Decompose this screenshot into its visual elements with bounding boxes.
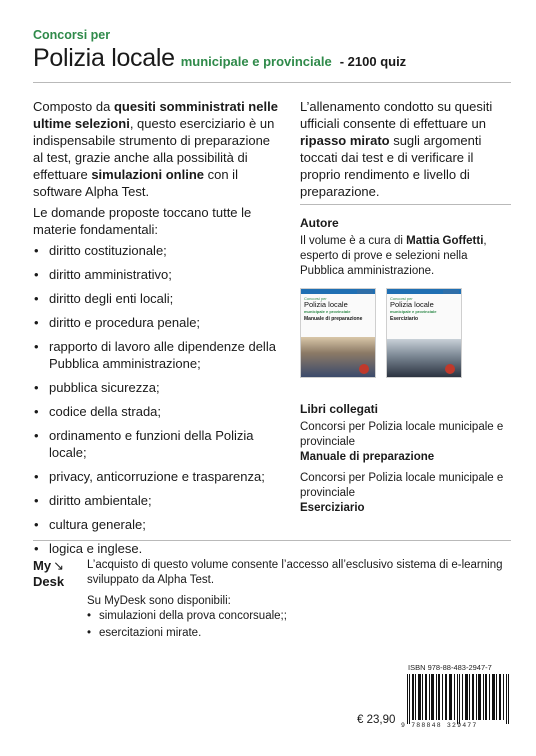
topic-label: diritto costituzionale; <box>49 243 167 258</box>
mydesk-item: simulazioni della prova concorsuale;; <box>99 610 287 622</box>
cover-eserciziario[interactable] <box>386 288 462 378</box>
related-label: Libri collegati <box>300 402 379 416</box>
cover-manuale[interactable] <box>300 288 376 378</box>
bullet-icon: • <box>87 627 92 639</box>
author-text-1: Il volume è a cura di <box>300 235 407 247</box>
bullet-icon: • <box>34 315 39 330</box>
bullet-icon: • <box>87 610 92 622</box>
topic-label: pubblica sicurezza; <box>49 380 160 395</box>
cover-kind: Manuale di preparazione <box>304 316 363 322</box>
cover-subtitle: municipale e provinciale <box>304 309 351 314</box>
summary-text-2: sugli argomenti toccati dai test e di verificare il proprio rendimento e livello di preparazione. <box>300 133 482 199</box>
topic-label: rapporto di lavoro alle dipendenze della Pubblica amministrazione; <box>49 339 276 371</box>
list-item <box>33 427 281 461</box>
series-label: Concorsi per <box>33 28 111 42</box>
quiz-count: - 2100 quiz <box>339 54 407 69</box>
description-column <box>33 98 281 564</box>
intro-bold-1: quesiti somministrati nelle ultime selezioni <box>33 99 278 131</box>
topic-label: diritto ambientale; <box>49 493 152 508</box>
author-label: Autore <box>300 216 339 230</box>
topic-label: logica e inglese. <box>49 541 143 556</box>
bullet-icon: • <box>34 380 39 395</box>
bullet-icon: • <box>34 291 39 306</box>
isbn: ISBN 978-88-483-2947-7 <box>408 663 492 672</box>
mydesk-logo-bottom: Desk <box>33 574 65 589</box>
cover-title: Polizia locale <box>390 300 434 309</box>
header <box>33 28 513 73</box>
bullet-icon: • <box>34 267 39 282</box>
intro-paragraph <box>33 98 281 200</box>
related-books <box>300 402 512 522</box>
cover-kind: Eserciziario <box>390 316 419 322</box>
cover-series: Concorsi per <box>304 296 327 301</box>
bullet-icon: • <box>34 541 39 556</box>
book-title: Polizia locale <box>33 44 175 72</box>
topic-label: diritto degli enti locali; <box>49 291 174 306</box>
topic-label: diritto e procedura penale; <box>49 315 201 330</box>
intro-text-3: con il software Alpha Test. <box>33 167 238 199</box>
cover-title: Polizia locale <box>304 300 348 309</box>
cover-badge <box>357 290 373 294</box>
barcode <box>405 674 513 724</box>
bullet-icon: • <box>34 404 39 419</box>
list-item <box>33 290 281 307</box>
mydesk-item: esercitazioni mirate. <box>99 627 202 639</box>
book-subtitle: municipale e provinciale <box>180 54 332 69</box>
list-item <box>300 420 512 465</box>
cover-series: Concorsi per <box>390 296 413 301</box>
author-text <box>300 234 512 279</box>
topic-label: diritto amministrativo; <box>49 267 172 282</box>
mydesk-list <box>87 609 507 641</box>
list-item <box>33 516 281 533</box>
mydesk-logo <box>33 558 64 590</box>
author-divider <box>300 204 511 205</box>
related-line: Concorsi per Polizia locale municipale e provinciale <box>300 421 504 448</box>
list-item <box>87 626 507 641</box>
list-item <box>33 242 281 259</box>
mydesk-section <box>87 558 507 643</box>
topic-label: privacy, anticorruzione e trasparenza; <box>49 469 265 484</box>
list-item <box>33 379 281 396</box>
bullet-icon: • <box>34 428 39 443</box>
list-item <box>33 338 281 372</box>
price: € 23,90 <box>357 714 396 726</box>
list-item <box>300 471 512 516</box>
author-name: Mattia Goffetti <box>406 235 484 247</box>
bullet-icon: • <box>34 517 39 532</box>
mydesk-logo-top: My <box>33 558 52 573</box>
topic-label: codice della strada; <box>49 404 162 419</box>
summary-paragraph <box>300 98 512 200</box>
arrow-icon: ↘ <box>53 558 64 573</box>
topic-label: ordinamento e funzioni della Polizia locale; <box>49 428 254 460</box>
list-item <box>87 609 507 624</box>
intro-bold-2: simulazioni online <box>91 167 204 182</box>
mydesk-divider <box>33 540 511 541</box>
author-text-2: , esperto di prove e selezioni nella Pubblica amministrazione. <box>300 235 487 277</box>
list-item <box>33 492 281 509</box>
intro-text-2: , questo eserciziario è un indispensabile strumento di preparazione al test, grazie anche alla possibilità di effettuare <box>33 116 275 182</box>
header-divider <box>33 82 511 83</box>
list-item <box>33 314 281 331</box>
list-item <box>33 540 281 557</box>
cover-subtitle: municipale e provinciale <box>390 309 437 314</box>
related-line: Concorsi per Polizia locale municipale e provinciale <box>300 472 504 499</box>
barcode-number: 9 788848 329477 <box>401 722 478 729</box>
cover-badge <box>443 290 459 294</box>
author-section <box>300 216 512 279</box>
related-covers <box>300 288 512 380</box>
mydesk-available: Su MyDesk sono disponibili: <box>87 595 231 607</box>
intro-text-1: Composto da <box>33 99 114 114</box>
related-title: Eserciziario <box>300 502 365 514</box>
topics-list <box>33 242 281 557</box>
bullet-icon: • <box>34 469 39 484</box>
mydesk-intro: L’acquisto di questo volume consente l’accesso all’esclusivo sistema di e-learning sviluppato da Alpha Test. <box>87 559 503 586</box>
summary-bold: ripasso mirato <box>300 133 390 148</box>
related-title: Manuale di preparazione <box>300 451 435 463</box>
title-row <box>33 44 513 73</box>
list-item <box>33 403 281 420</box>
bullet-icon: • <box>34 339 39 354</box>
cover-logo-icon <box>445 364 455 374</box>
bullet-icon: • <box>34 243 39 258</box>
cover-logo-icon <box>359 364 369 374</box>
topic-label: cultura generale; <box>49 517 146 532</box>
list-item <box>33 266 281 283</box>
bullet-icon: • <box>34 493 39 508</box>
summary-text-1: L’allenamento condotto su quesiti ufficiali consente di effettuare un <box>300 99 493 131</box>
topics-lead: Le domande proposte toccano tutte le materie fondamentali: <box>33 205 252 237</box>
list-item <box>33 468 281 485</box>
